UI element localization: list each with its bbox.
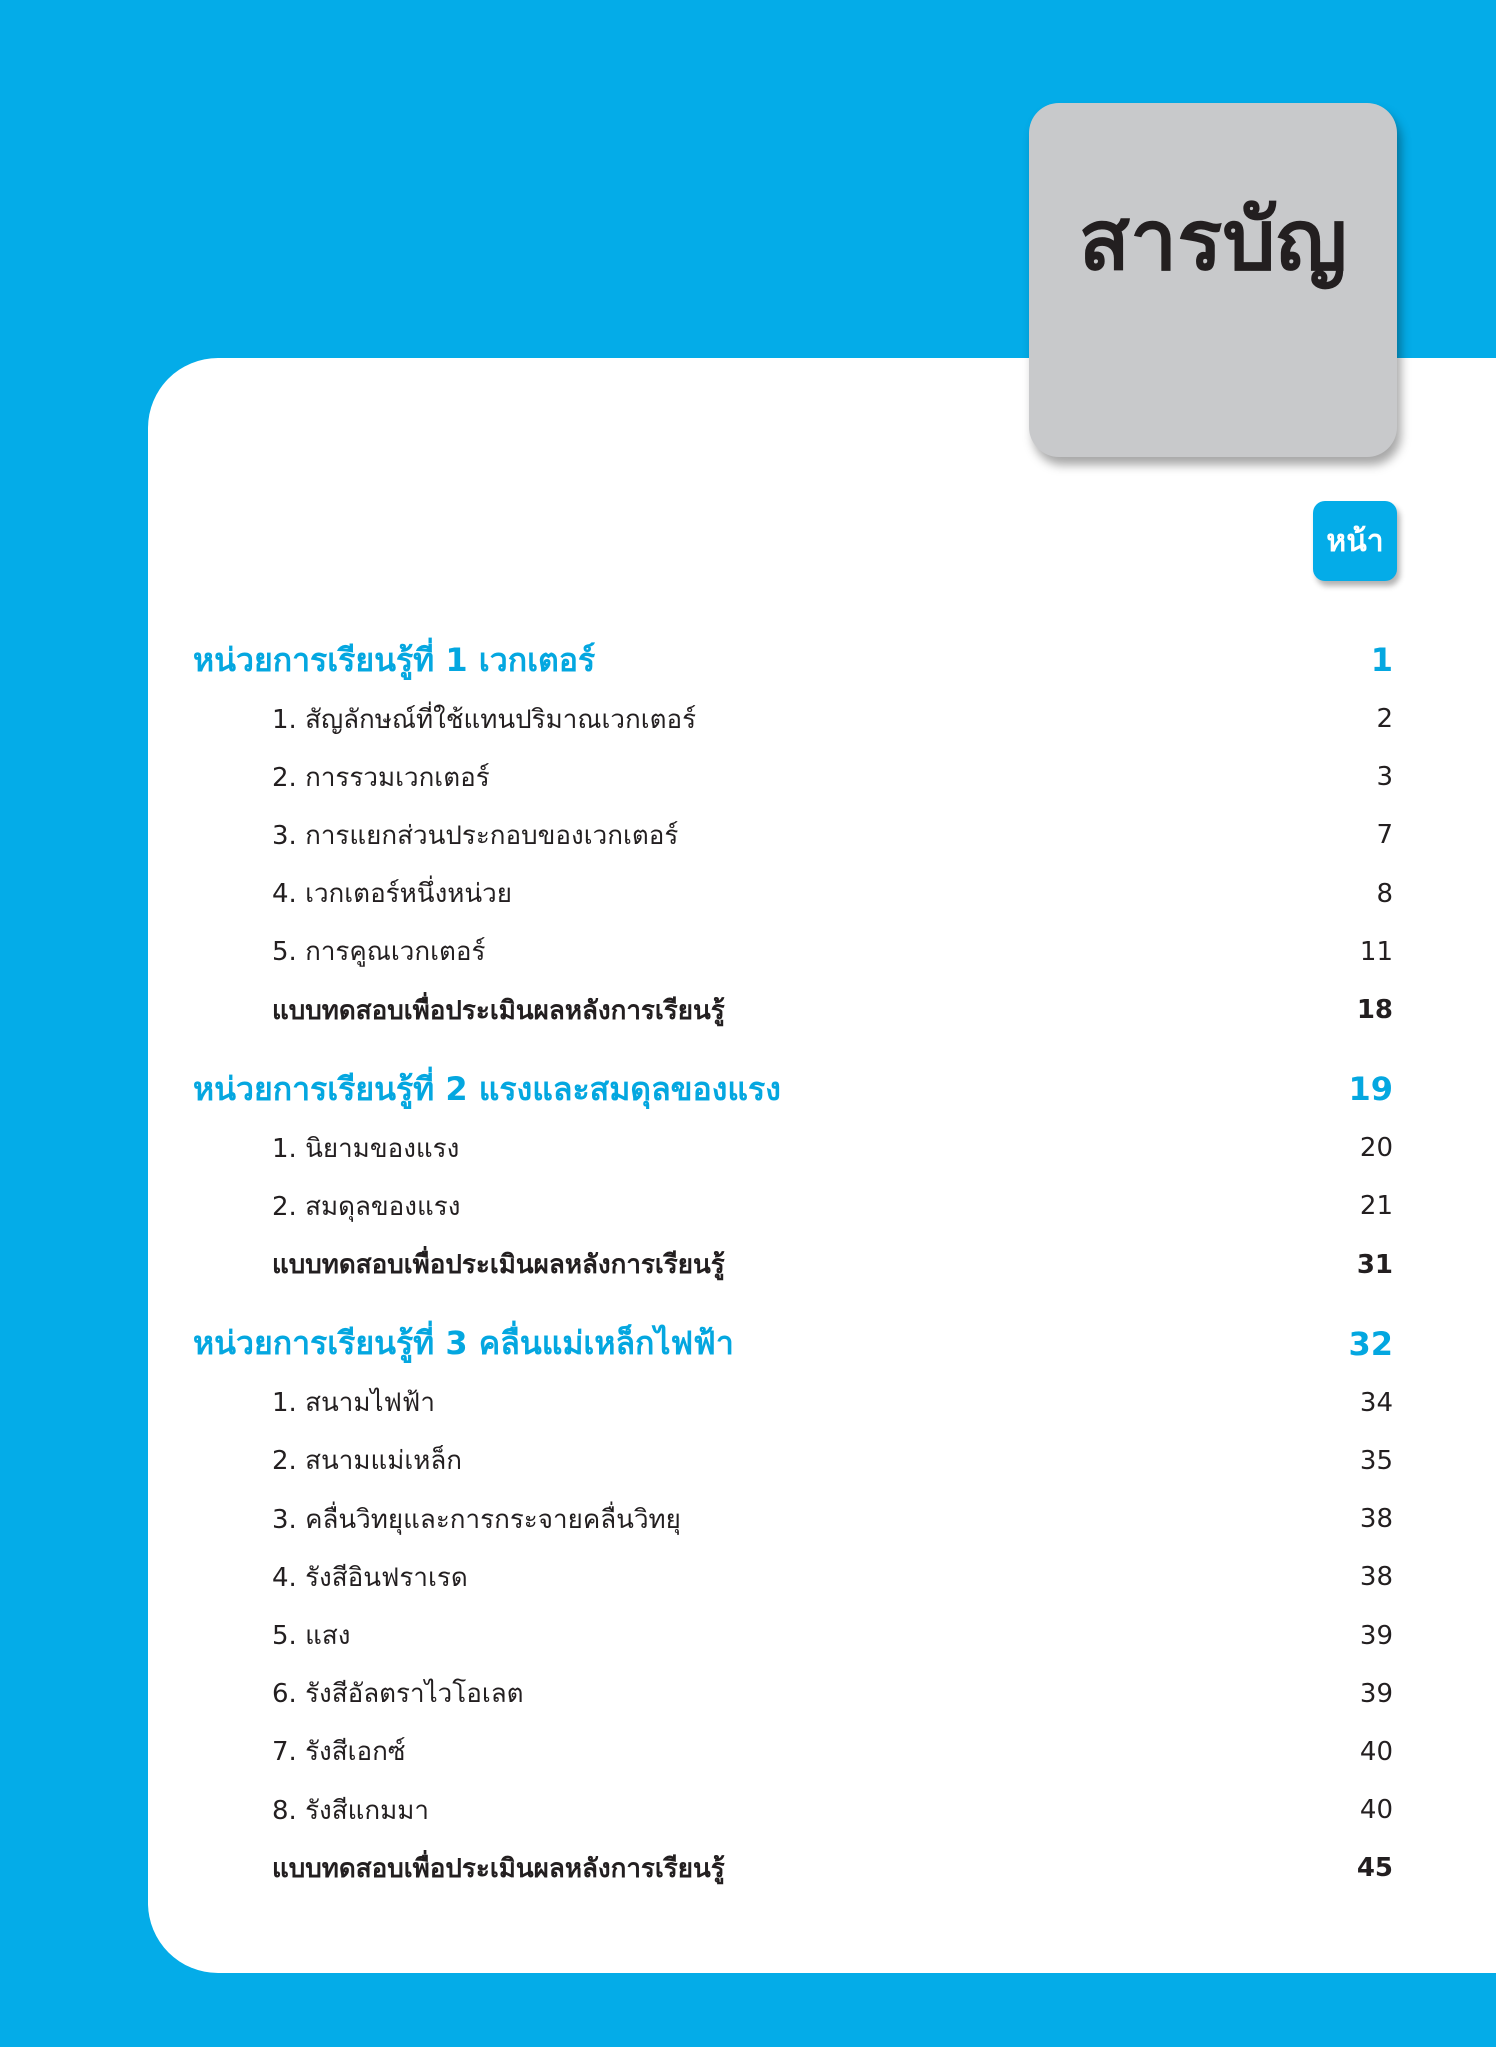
toc-unit-heading-label: หน่วยการเรียนรู้ที่ 2 แรงและสมดุลของแรง	[193, 1069, 781, 1108]
toc-item[interactable]	[193, 690, 1393, 748]
toc-item-page-number: 38	[1359, 1562, 1393, 1593]
toc-item[interactable]	[193, 1177, 1393, 1235]
toc-test-entry[interactable]	[193, 1236, 1393, 1294]
toc-item-label: 2. สมดุลของแรง	[272, 1191, 461, 1222]
table-of-contents	[193, 630, 1393, 1897]
toc-item[interactable]	[193, 1490, 1393, 1548]
toc-item[interactable]	[193, 865, 1393, 923]
toc-item-page-number: 7	[1376, 820, 1393, 851]
toc-item-page-number: 39	[1359, 1620, 1393, 1651]
toc-item-page-number: 38	[1359, 1504, 1393, 1535]
toc-test-entry-page-number: 18	[1356, 995, 1393, 1026]
toc-test-entry[interactable]	[193, 981, 1393, 1039]
toc-test-entry-label: แบบทดสอบเพื่อประเมินผลหลังการเรียนรู้	[272, 1250, 725, 1281]
page-column-badge: หน้า	[1313, 501, 1397, 581]
toc-item-label: 7. รังสีเอกซ์	[272, 1737, 406, 1768]
toc-item-page-number: 39	[1359, 1678, 1393, 1709]
toc-item-label: 5. การคูณเวกเตอร์	[272, 937, 486, 968]
toc-item-label: 2. การรวมเวกเตอร์	[272, 762, 490, 793]
toc-item-label: 1. สัญลักษณ์ที่ใช้แทนปริมาณเวกเตอร์	[272, 704, 697, 735]
toc-test-entry[interactable]	[193, 1839, 1393, 1897]
toc-unit-heading-label: หน่วยการเรียนรู้ที่ 1 เวกเตอร์	[193, 640, 596, 679]
toc-unit-heading[interactable]	[193, 1059, 1393, 1119]
toc-item[interactable]	[193, 1606, 1393, 1664]
title-box	[1029, 103, 1397, 457]
toc-item[interactable]	[193, 806, 1393, 864]
toc-item-page-number: 35	[1359, 1445, 1393, 1476]
toc-unit-heading-page-number: 1	[1370, 641, 1393, 679]
toc-item-page-number: 8	[1376, 878, 1393, 909]
toc-item[interactable]	[193, 1781, 1393, 1839]
toc-item-page-number: 20	[1359, 1133, 1393, 1164]
toc-item-label: 2. สนามแม่เหล็ก	[272, 1446, 463, 1477]
toc-item-label: 4. เวกเตอร์หนึ่งหน่วย	[272, 879, 513, 910]
toc-item-page-number: 40	[1359, 1795, 1393, 1826]
toc-item[interactable]	[193, 1119, 1393, 1177]
toc-item[interactable]	[193, 1723, 1393, 1781]
toc-item-label: 5. แสง	[272, 1621, 351, 1652]
toc-item[interactable]	[193, 923, 1393, 981]
toc-item-label: 3. การแยกส่วนประกอบของเวกเตอร์	[272, 820, 679, 851]
toc-item[interactable]	[193, 748, 1393, 806]
toc-item-label: 3. คลื่นวิทยุและการกระจายคลื่นวิทยุ	[272, 1504, 681, 1535]
toc-test-entry-label: แบบทดสอบเพื่อประเมินผลหลังการเรียนรู้	[272, 995, 725, 1026]
toc-item-label: 1. สนามไฟฟ้า	[272, 1388, 435, 1419]
toc-item-label: 4. รังสีอินฟราเรด	[272, 1562, 468, 1593]
toc-item-page-number: 2	[1376, 704, 1393, 735]
toc-item[interactable]	[193, 1548, 1393, 1606]
toc-item-label: 8. รังสีแกมมา	[272, 1795, 429, 1826]
toc-unit-heading-page-number: 32	[1348, 1324, 1393, 1363]
toc-test-entry-page-number: 31	[1356, 1249, 1393, 1280]
toc-item-page-number: 40	[1359, 1736, 1393, 1767]
toc-item-page-number: 3	[1376, 762, 1393, 793]
toc-item[interactable]	[193, 1432, 1393, 1490]
toc-unit-heading-page-number: 19	[1348, 1070, 1393, 1109]
toc-item-label: 1. นิยามของแรง	[272, 1133, 460, 1164]
toc-item-label: 6. รังสีอัลตราไวโอเลต	[272, 1679, 524, 1710]
toc-item[interactable]	[193, 1374, 1393, 1432]
toc-test-entry-page-number: 45	[1356, 1853, 1393, 1884]
page-title: สารบัญ	[1078, 191, 1348, 289]
toc-item[interactable]	[193, 1665, 1393, 1723]
toc-test-entry-label: แบบทดสอบเพื่อประเมินผลหลังการเรียนรู้	[272, 1853, 725, 1884]
toc-item-page-number: 21	[1359, 1191, 1393, 1222]
toc-item-page-number: 11	[1359, 936, 1393, 967]
toc-item-page-number: 34	[1359, 1387, 1393, 1418]
toc-unit-heading[interactable]	[193, 630, 1393, 690]
toc-unit-heading-label: หน่วยการเรียนรู้ที่ 3 คลื่นแม่เหล็กไฟฟ้า	[193, 1324, 734, 1363]
toc-unit-heading[interactable]	[193, 1314, 1393, 1374]
